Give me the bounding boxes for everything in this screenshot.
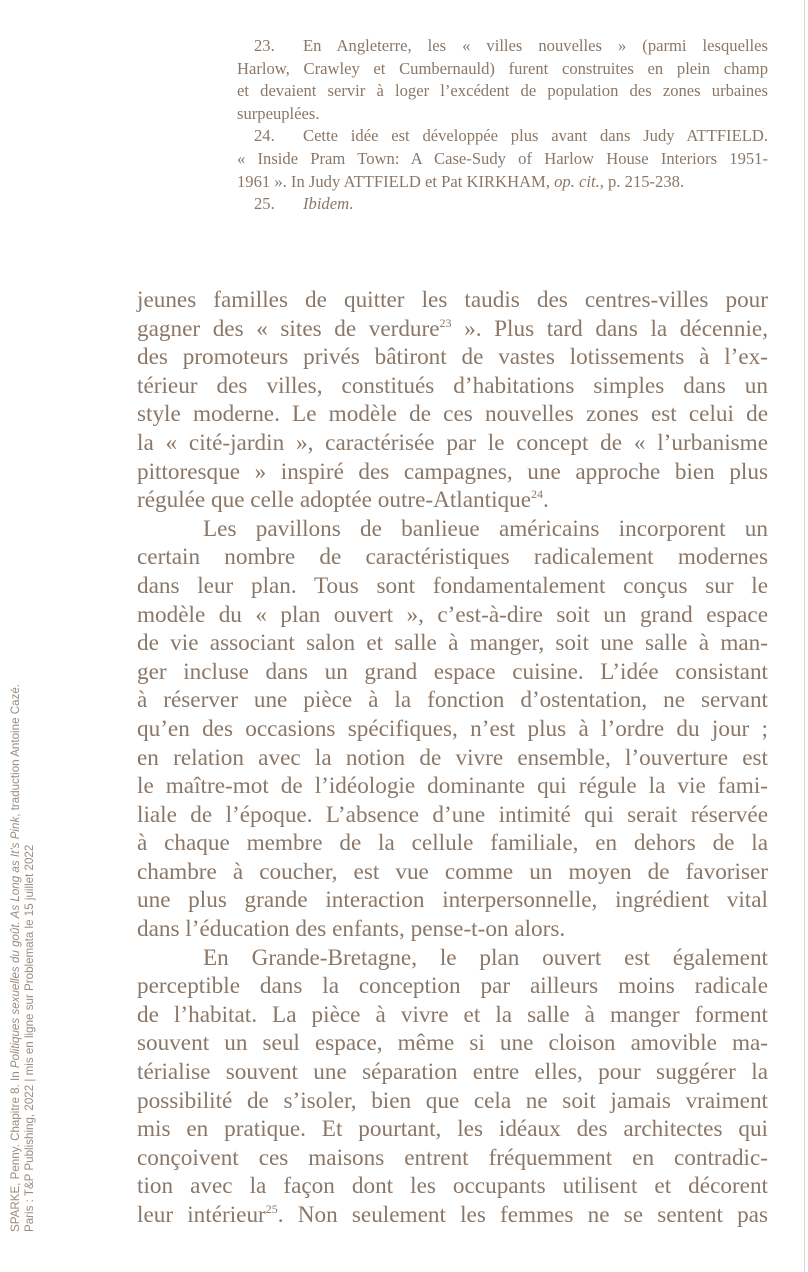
footnote-25: 25. Ibidem. (237, 193, 768, 216)
page-edge (804, 0, 805, 1272)
citation-line-1: SPARKE, Penny. Chapitre 8. In Politiques sexuelles du goût. As Long as It’s Pink, traduction Antoine Cazé. (9, 683, 22, 1232)
footnote-number: 24. (254, 126, 275, 146)
citation-line-2: Paris : T&P Publishing, 2022 | mis en ligne sur Problemata le 15 juillet 2022 (23, 844, 36, 1232)
footnote-ref-23[interactable]: 23 (439, 315, 452, 330)
paragraph-start: Les pavillons de banlieue américains incorporent un (203, 515, 768, 542)
paragraph-start: En Grande-Bretagne, le plan ouvert est également (203, 944, 768, 971)
footnote-number: 25. (254, 194, 275, 214)
footnote-ref-25[interactable]: 25 (265, 1202, 278, 1216)
footnote-number: 23. (254, 36, 275, 55)
footnote-23: 23. En Angleterre, les « villes nouvelles » (parmi lesquelles Harlow, Crawley et Cumbernauld) furent construites en plein champ et devaient servir à loger l’excédent de population des zones urbaines surpeuplées. (237, 36, 768, 123)
citation-sidebar (9, 684, 37, 1232)
body-text: jeunes familles de quitter les taudis des centres-villes pour gagner des « sites de verdure$^{23}$ ». Plus tard dans la décennie, des promoteurs privés bâtiront de vastes lotissements à l’ex- térieur des villes, constitués d’habitations simples dans un style moderne. Le modèle de ces nouvelles zones est celui de la « cité-jardin », caractérisée par le concept de « l’urbanisme pittoresque » inspiré des campagnes, une approche bien plus régulée que celle adoptée outre-Atlantique$^{24}$. Les pavillons de banlieue américains incorporent un certain nombre de caractéristiques radicalement modernes dans leur plan. Tous sont fondamentalement conçus sur le modèle du « plan ouvert », c’est-à-dire soit un grand espace de vie associant salon et salle à manger, soit une salle à man- ger incluse dans un grand espace cuisine. L’idée consistant à réserver une pièce à la fonction d’ostentation, ne servant qu’en des occasions spécifiques, n’est plus à l’ordre du jour ; en relation avec la notion de vivre ensemble, l’ouverture est le maître-mot de l’idéologie dominante qui régule la vie fami- liale de l’époque. L’absence d’une intimité qui serait réservée à chaque membre de la cellule familiale, en dehors de la chambre à coucher, est vue comme un moyen de favoriser une plus grande interaction interpersonnelle, ingrédient vital dans l’éducation des enfants, pense-t-on alors. En Grande-Bretagne, le plan ouvert est également perceptible dans la conception par ailleurs moins radicale de l’habitat. La pièce à vivre et la salle à manger forment souvent un seul espace, même si une cloison amovible ma- térialise souvent une séparation entre elles, pour suggérer la possibilité de s’isoler, bien que cela ne soit jamais vraiment mis en pratique. Et pourtant, les idéaux des architectes qui conçoivent ces maisons entrent fréquemment en contradic- tion avec la façon dont les occupants utilisent et décorent leur intérieur$^{25}$. Non seulement les femmes ne se sentent pas (137, 287, 768, 1228)
footnote-ref-24[interactable]: 24 (531, 487, 543, 502)
footnote-24: 24. Cette idée est développée plus avant dans Judy ATTFIELD. « Inside Pram Town: A Case-Sudy of Harlow House Interiors 1951- 1961 ». In Judy ATTFIELD et Pat KIRKHAM, op. cit., p. 215-238. (237, 126, 768, 191)
footnotes (237, 35, 768, 216)
